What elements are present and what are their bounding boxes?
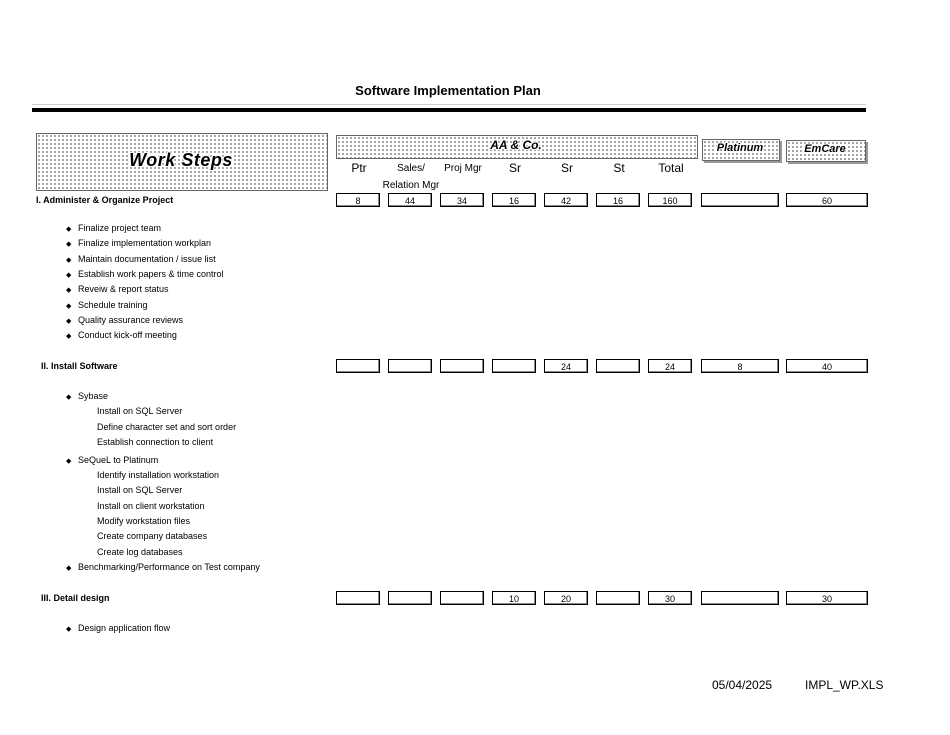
section-label: II. Install Software <box>41 361 118 371</box>
cell-sales <box>388 591 432 605</box>
list-item: ◆ Sybase <box>66 391 109 401</box>
sub-step: Establish connection to client <box>97 437 214 447</box>
cell-st <box>596 591 640 605</box>
cell-proj-mgr <box>440 591 484 605</box>
diamond-bullet-icon: ◆ <box>66 303 72 310</box>
cell-st: 16 <box>596 193 640 207</box>
cell-ptr: 8 <box>336 193 380 207</box>
sub-step: Create log databases <box>97 547 183 557</box>
cell-total: 24 <box>648 359 692 373</box>
col-header-proj-mgr: Proj Mgr <box>444 163 482 174</box>
diamond-bullet-icon: ◆ <box>66 241 72 248</box>
cell-sales: 44 <box>388 193 432 207</box>
diamond-bullet-icon: ◆ <box>66 394 72 401</box>
section-label: I. Administer & Organize Project <box>36 195 174 205</box>
firm-header: AA & Co. <box>490 138 542 152</box>
col-header-sr-1: Sr <box>509 161 521 175</box>
cell-platinum <box>701 193 779 207</box>
diamond-bullet-icon: ◆ <box>66 272 72 279</box>
sub-step: Install on client workstation <box>97 501 205 511</box>
diamond-bullet-icon: ◆ <box>66 333 72 340</box>
work-steps-header: Work Steps <box>129 150 233 170</box>
col-header-sales: Sales/ <box>397 163 425 174</box>
list-item: ◆ Establish work papers & time control <box>66 269 224 279</box>
cell-emcare: 40 <box>786 359 868 373</box>
cell-emcare: 60 <box>786 193 868 207</box>
section-label: III. Detail design <box>41 593 110 603</box>
cell-platinum <box>701 591 779 605</box>
sub-step: Install on SQL Server <box>97 406 183 416</box>
sub-step: Modify workstation files <box>97 516 191 526</box>
cell-proj-mgr <box>440 359 484 373</box>
emcare-header: EmCare <box>804 143 846 155</box>
sub-step: Install on SQL Server <box>97 485 183 495</box>
cell-ptr <box>336 591 380 605</box>
title-divider-thin <box>32 104 866 105</box>
diamond-bullet-icon: ◆ <box>66 626 72 633</box>
list-item: ◆ Finalize project team <box>66 223 162 233</box>
sub-step: Create company databases <box>97 531 208 541</box>
diamond-bullet-icon: ◆ <box>66 287 72 294</box>
cell-sales <box>388 359 432 373</box>
cell-sr-2: 24 <box>544 359 588 373</box>
cell-sr-2: 42 <box>544 193 588 207</box>
footer-filename: IMPL_WP.XLS <box>805 678 884 692</box>
cell-proj-mgr: 34 <box>440 193 484 207</box>
cell-total: 160 <box>648 193 692 207</box>
col-header-sr-2: Sr <box>561 161 573 175</box>
list-item: ◆ Design application flow <box>66 623 171 633</box>
col-header-ptr: Ptr <box>351 161 367 175</box>
col-header-relation-mgr: Relation Mgr <box>382 180 440 191</box>
cell-sr-1: 16 <box>492 193 536 207</box>
platinum-header: Platinum <box>716 142 764 154</box>
list-item: ◆ Benchmarking/Performance on Test company <box>66 562 260 572</box>
cell-ptr <box>336 359 380 373</box>
title-divider-thick <box>32 108 866 112</box>
sub-step: Identify installation workstation <box>97 470 220 480</box>
cell-st <box>596 359 640 373</box>
cell-sr-1: 10 <box>492 591 536 605</box>
list-item: ◆ Schedule training <box>66 300 148 310</box>
diamond-bullet-icon: ◆ <box>66 565 72 572</box>
list-item: ◆ Reveiw & report status <box>66 284 169 294</box>
cell-sr-1 <box>492 359 536 373</box>
page-title: Software Implementation Plan <box>355 83 541 98</box>
diamond-bullet-icon: ◆ <box>66 226 72 233</box>
diamond-bullet-icon: ◆ <box>66 257 72 264</box>
list-item: ◆ Maintain documentation / issue list <box>66 254 216 264</box>
list-item: ◆ Conduct kick-off meeting <box>66 330 177 340</box>
list-item: ◆ SeQueL to Platinum <box>66 455 159 465</box>
footer-date: 05/04/2025 <box>712 678 773 692</box>
col-header-total: Total <box>658 161 684 175</box>
list-item: ◆ Finalize implementation workplan <box>66 238 212 248</box>
cell-sr-2: 20 <box>544 591 588 605</box>
list-item: ◆ Quality assurance reviews <box>66 315 184 325</box>
sub-step: Define character set and sort order <box>97 422 237 432</box>
cell-total: 30 <box>648 591 692 605</box>
cell-platinum: 8 <box>701 359 779 373</box>
col-header-st: St <box>613 161 625 175</box>
diamond-bullet-icon: ◆ <box>66 318 72 325</box>
diamond-bullet-icon: ◆ <box>66 458 72 465</box>
cell-emcare: 30 <box>786 591 868 605</box>
